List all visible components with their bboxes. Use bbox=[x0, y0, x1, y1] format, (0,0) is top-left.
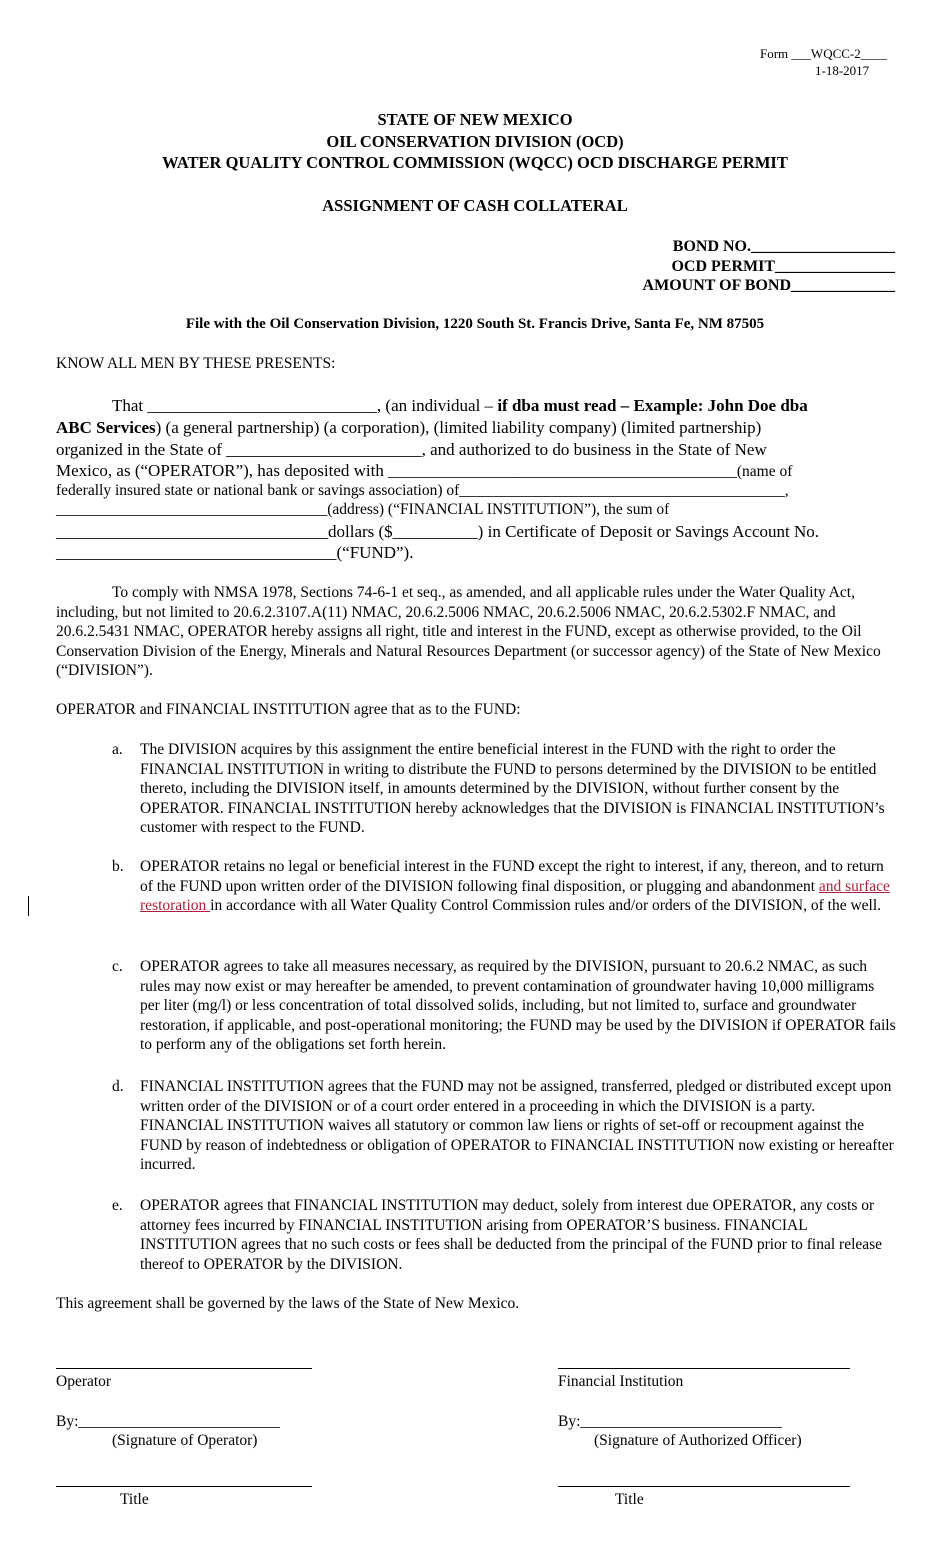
filing-address: File with the Oil Conservation Division, 1220 South St. Francis Drive, Santa Fe, NM 87505 bbox=[185, 316, 765, 332]
clause-label: b. bbox=[112, 858, 124, 875]
clause-b-post: in accordance with all Water Quality Control Commission rules and/or orders of the DIVISION, of the well. bbox=[210, 897, 882, 914]
bond-number-field[interactable]: BOND NO.__________________ bbox=[672, 238, 895, 255]
know-all-men: KNOW ALL MEN BY THESE PRESENTS: bbox=[56, 355, 336, 372]
header-state: STATE OF NEW MEXICO bbox=[377, 110, 573, 129]
form-number: Form ___WQCC-2____ bbox=[760, 46, 887, 61]
signature-of-officer-label: (Signature of Authorized Officer) bbox=[594, 1432, 802, 1449]
preamble-line-2 bbox=[56, 418, 761, 438]
operator-by-field[interactable]: By:__________________________ bbox=[56, 1413, 280, 1430]
ocd-permit-field[interactable]: OCD PERMIT_______________ bbox=[671, 258, 895, 275]
signature-of-operator-label: (Signature of Operator) bbox=[112, 1432, 258, 1449]
document-title: ASSIGNMENT OF CASH COLLATERAL bbox=[322, 196, 628, 215]
operator-label: Operator bbox=[56, 1373, 112, 1390]
clause-a bbox=[56, 740, 896, 840]
clause-b bbox=[56, 857, 896, 937]
clause-text: OPERATOR agrees to take all measures necessary, as required by the DIVISION, pursuant to 20.6.2 NMAC, as such rules may now exist or may hereafter be amended, to prevent contamination of groundwater having 10,000 milligrams per liter (mg/l) or less concentration of total dissolved solids, including, but not limited to, surface and groundwater restoration, if applicable, and post-operational monitoring; the FUND may be used by the DIVISION if OPERATOR fails to perform any of the obligations set forth herein. bbox=[140, 958, 896, 1053]
officer-by-field[interactable]: By:__________________________ bbox=[558, 1413, 782, 1430]
clause-label: a. bbox=[112, 741, 123, 758]
clause-b-pre: OPERATOR retains no legal or beneficial interest in the FUND except the right to interest, if any, thereon, and to return of the FUND upon written order of the DIVISION following final disposition, or plugging and abandonment bbox=[140, 858, 884, 895]
preamble-line-7: ________________________________dollars ($__________) in Certificate of Deposit or Savings Account No. bbox=[56, 522, 820, 541]
clause-label: e. bbox=[112, 1197, 123, 1214]
financial-institution-signature-line[interactable] bbox=[558, 1368, 850, 1369]
dba-instruction: if dba must read – Example: John Doe dba bbox=[497, 396, 808, 415]
clause-c bbox=[56, 957, 896, 1057]
officer-title-line[interactable] bbox=[558, 1486, 850, 1487]
clause-text: FINANCIAL INSTITUTION agrees that the FUND may not be assigned, transferred, pledged or distributed except upon written order of the DIVISION or of a court order entered in a proceeding in which the DIVISION is a party. FINANCIAL INSTITUTION waives all statutory or common law liens or rights of set-off or recoupment against the FUND by reason of indebtedness or obligation of OPERATOR to FINANCIAL INSTITUTION now existing or hereafter incurred. bbox=[140, 1078, 894, 1173]
operator-title-label: Title bbox=[120, 1491, 149, 1508]
financial-institution-label: Financial Institution bbox=[558, 1373, 684, 1390]
preamble-line-3: organized in the State of _______________________, and authorized to do business in the State of New bbox=[56, 440, 767, 459]
clause-text: OPERATOR agrees that FINANCIAL INSTITUTION may deduct, solely from interest due OPERATOR, any costs or attorney fees incurred by FINANCIAL INSTITUTION arising from OPERATOR’S business. FINANCIAL INSTITUTION agrees that no such costs or fees shall be deducted from the principal of the FUND prior to final release thereof to OPERATOR by the DIVISION. bbox=[140, 1197, 883, 1273]
preamble-line-1 bbox=[112, 396, 808, 416]
clause-text: The DIVISION acquires by this assignment the entire beneficial interest in the FUND with the right to order the FINANCIAL INSTITUTION in writing to distribute the FUND to persons determined by the DIVISION to be entitled thereto, including the DIVISION itself, in amounts determined by the DIVISION, without further consent by the OPERATOR. FINANCIAL INSTITUTION hereby acknowledges that the DIVISION is FINANCIAL INSTITUTION’s customer with respect to the FUND. bbox=[140, 741, 885, 836]
preamble-line-4a: Mexico, as (“OPERATOR”), has deposited with bbox=[56, 461, 389, 480]
compliance-paragraph: To comply with NMSA 1978, Sections 74-6-1 et seq., as amended, and all applicable rules under the Water Quality Act, including, but not limited to 20.6.2.3107.A(11) NMAC, 20.6.2.5006 NMAC, 20.6.2.5006 NMAC, 20.6.2.5302.F NMAC, and 20.6.2.5431 NMAC, OPERATOR hereby assigns all right, title and interest in the FUND, except as otherwise provided, to the Oil Conservation Division of the Energy, Minerals and Natural Resources Department (or successor agency) of the State of New Mexico (“DIVISION”). bbox=[56, 584, 881, 679]
inserted-revision: and surface restoration bbox=[140, 877, 890, 914]
preamble-line-2b: ) (a general partnership) (a corporation), (limited liability company) (limited partnership) bbox=[155, 418, 762, 437]
dba-example: ABC Services bbox=[56, 418, 156, 437]
clause-label: c. bbox=[112, 958, 123, 975]
preamble-line-6: ___________________________________(address) (“FINANCIAL INSTITUTION”), the sum of bbox=[56, 501, 670, 518]
preamble-line-5: federally insured state or national bank or savings association) of__________________________________________, bbox=[56, 482, 789, 499]
governing-law: This agreement shall be governed by the laws of the State of New Mexico. bbox=[56, 1295, 520, 1312]
preamble-line-1a: That ___________________________, (an individual – bbox=[112, 396, 498, 415]
clause-d bbox=[56, 1077, 896, 1177]
operator-title-line[interactable] bbox=[56, 1486, 312, 1487]
clause-text bbox=[140, 857, 896, 916]
operator-signature-line[interactable] bbox=[56, 1368, 312, 1369]
officer-title-label: Title bbox=[615, 1491, 644, 1508]
preamble-line-4 bbox=[56, 461, 792, 481]
header-commission: WATER QUALITY CONTROL COMMISSION (WQCC) OCD DISCHARGE PERMIT bbox=[162, 153, 788, 172]
clause-label: d. bbox=[112, 1078, 124, 1095]
header-division: OIL CONSERVATION DIVISION (OCD) bbox=[326, 132, 624, 151]
form-date: 1-18-2017 bbox=[815, 63, 870, 78]
clause-e bbox=[56, 1196, 896, 1276]
agreement-intro: OPERATOR and FINANCIAL INSTITUTION agree that as to the FUND: bbox=[56, 701, 521, 718]
preamble-line-8: _________________________________(“FUND”). bbox=[56, 543, 414, 562]
preamble-line-4b: _____________________________________________(name of bbox=[388, 463, 793, 480]
revision-bar bbox=[28, 896, 29, 916]
bond-amount-field[interactable]: AMOUNT OF BOND_____________ bbox=[642, 277, 895, 294]
